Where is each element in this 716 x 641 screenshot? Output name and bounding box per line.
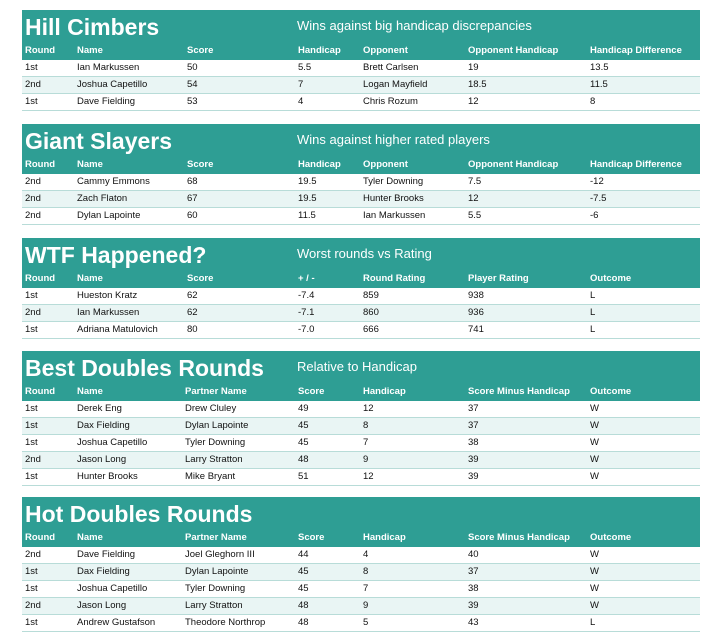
cell: L	[590, 290, 596, 301]
cell: 45	[298, 583, 309, 594]
table-row	[22, 452, 700, 469]
cell: 12	[363, 471, 374, 482]
col-header: Opponent	[363, 45, 408, 56]
section-title: Best Doubles Rounds	[25, 355, 264, 381]
cell: L	[590, 617, 596, 628]
cell: 8	[590, 96, 596, 107]
col-header: Name	[77, 273, 103, 284]
col-header: Partner Name	[185, 532, 247, 543]
cell: Dave Fielding	[77, 549, 136, 560]
cell: W	[590, 420, 599, 431]
cell: 54	[187, 79, 198, 90]
cell: 40	[468, 549, 479, 560]
cell: 43	[468, 617, 479, 628]
cell: 80	[187, 324, 198, 335]
cell: W	[590, 549, 599, 560]
cell: 2nd	[25, 600, 41, 611]
cell: 45	[298, 566, 309, 577]
cell: 1st	[25, 583, 38, 594]
cell: Adriana Matulovich	[77, 324, 158, 335]
cell: 39	[468, 600, 479, 611]
col-header: Name	[77, 386, 103, 397]
cell: 11.5	[298, 210, 316, 221]
col-header: Round	[25, 386, 56, 397]
cell: 45	[298, 420, 309, 431]
col-header: Score	[187, 273, 214, 284]
cell: Joshua Capetillo	[77, 583, 148, 594]
cell: 2nd	[25, 549, 41, 560]
col-header: Handicap	[363, 386, 406, 397]
table-row	[22, 581, 700, 598]
section-title: Hot Doubles Rounds	[25, 501, 253, 527]
cell: Dylan Lapointe	[185, 420, 249, 431]
table-row	[22, 60, 700, 77]
cell: Zach Flaton	[77, 193, 128, 204]
table-row	[22, 469, 700, 486]
cell: 50	[187, 62, 198, 73]
col-header: Partner Name	[185, 386, 247, 397]
table-row	[22, 94, 700, 111]
section-title: Hill Cimbers	[25, 14, 160, 40]
col-header: Handicap	[298, 45, 341, 56]
cell: 8	[363, 420, 369, 431]
cell: 39	[468, 454, 479, 465]
section-title: Giant Slayers	[25, 128, 173, 154]
cell: -6	[590, 210, 599, 221]
cell: 5	[363, 617, 369, 628]
cell: Tyler Downing	[363, 176, 424, 187]
cell: 938	[468, 290, 484, 301]
cell: Jason Long	[77, 454, 127, 465]
cell: 9	[363, 600, 369, 611]
cell: 1st	[25, 62, 38, 73]
section-subtitle: Wins against big handicap discrepancies	[297, 18, 532, 33]
cell: Tyler Downing	[185, 583, 246, 594]
cell: 53	[187, 96, 198, 107]
column-header-row	[22, 530, 700, 547]
cell: 2nd	[25, 210, 41, 221]
column-header-row	[22, 271, 700, 288]
cell: 19.5	[298, 176, 317, 187]
section-subtitle: Worst rounds vs Rating	[297, 246, 432, 261]
cell: 13.5	[590, 62, 609, 73]
cell: 62	[187, 307, 198, 318]
cell: 9	[363, 454, 369, 465]
cell: 2nd	[25, 193, 41, 204]
col-header: Name	[77, 532, 103, 543]
section-header	[22, 238, 700, 271]
table-row	[22, 418, 700, 435]
cell: 5.5	[298, 62, 312, 73]
cell: Larry Stratton	[185, 454, 243, 465]
cell: Hueston Kratz	[77, 290, 138, 301]
cell: Cammy Emmons	[77, 176, 150, 187]
cell: 741	[468, 324, 484, 335]
col-header: Handicap Difference	[590, 45, 682, 56]
col-header: Round	[25, 159, 56, 170]
col-header: Handicap	[363, 532, 406, 543]
cell: Hunter Brooks	[363, 193, 424, 204]
cell: 51	[298, 471, 309, 482]
col-header: Handicap Difference	[590, 159, 682, 170]
col-header: Round	[25, 273, 56, 284]
col-header: Opponent Handicap	[468, 45, 559, 56]
cell: 1st	[25, 437, 38, 448]
cell: 1st	[25, 617, 38, 628]
col-header: Opponent	[363, 159, 408, 170]
col-header: Score Minus Handicap	[468, 532, 570, 543]
cell: Logan Mayfield	[363, 79, 428, 90]
column-header-row	[22, 43, 700, 60]
col-header: Score Minus Handicap	[468, 386, 570, 397]
col-header: Name	[77, 45, 103, 56]
cell: W	[590, 403, 599, 414]
cell: 12	[468, 96, 479, 107]
cell: W	[590, 566, 599, 577]
cell: Dylan Lapointe	[185, 566, 249, 577]
cell: Tyler Downing	[185, 437, 246, 448]
column-header-row	[22, 384, 700, 401]
cell: 68	[187, 176, 198, 187]
col-header: Score	[187, 45, 214, 56]
cell: L	[590, 307, 596, 318]
cell: 12	[468, 193, 479, 204]
cell: 60	[187, 210, 198, 221]
cell: 1st	[25, 96, 38, 107]
cell: 44	[298, 549, 309, 560]
table-row	[22, 598, 700, 615]
cell: Chris Rozum	[363, 96, 418, 107]
cell: 45	[298, 437, 309, 448]
col-header: Player Rating	[468, 273, 529, 284]
cell: 5.5	[468, 210, 482, 221]
col-header: Score	[298, 386, 325, 397]
cell: 1st	[25, 471, 38, 482]
cell: W	[590, 471, 599, 482]
table-row	[22, 435, 700, 452]
cell: -7.1	[298, 307, 315, 318]
cell: 19	[468, 62, 479, 73]
cell: Hunter Brooks	[77, 471, 138, 482]
cell: 48	[298, 617, 309, 628]
section-subtitle: Wins against higher rated players	[297, 132, 490, 147]
table-row	[22, 174, 700, 191]
cell: L	[590, 324, 596, 335]
cell: Dax Fielding	[77, 566, 130, 577]
col-header: Handicap	[298, 159, 341, 170]
table-row	[22, 77, 700, 94]
table-row	[22, 547, 700, 564]
cell: 2nd	[25, 176, 41, 187]
cell: 11.5	[590, 79, 608, 90]
table-row	[22, 305, 700, 322]
col-header: Name	[77, 159, 103, 170]
col-header: Outcome	[590, 386, 632, 397]
cell: 18.5	[468, 79, 487, 90]
cell: Ian Markussen	[363, 210, 426, 221]
cell: 67	[187, 193, 198, 204]
cell: 860	[363, 307, 379, 318]
cell: Larry Stratton	[185, 600, 243, 611]
cell: 1st	[25, 290, 38, 301]
cell: 936	[468, 307, 484, 318]
cell: 4	[298, 96, 304, 107]
section-header	[22, 351, 700, 384]
col-header: Round	[25, 45, 56, 56]
section-giant-slayers	[22, 124, 700, 225]
cell: 7	[363, 583, 369, 594]
cell: W	[590, 454, 599, 465]
cell: -7.4	[298, 290, 315, 301]
cell: 12	[363, 403, 374, 414]
section-header	[22, 124, 700, 157]
cell: 37	[468, 566, 479, 577]
cell: Andrew Gustafson	[77, 617, 156, 628]
cell: 7	[298, 79, 304, 90]
cell: Joshua Capetillo	[77, 79, 148, 90]
col-header: Outcome	[590, 273, 632, 284]
cell: 1st	[25, 420, 38, 431]
cell: 2nd	[25, 79, 41, 90]
col-header: Opponent Handicap	[468, 159, 559, 170]
section-hot-doubles-rounds	[22, 497, 700, 632]
cell: Ian Markussen	[77, 307, 140, 318]
cell: 4	[363, 549, 369, 560]
section-title: WTF Happened?	[25, 242, 207, 268]
table-row	[22, 322, 700, 339]
table-row	[22, 564, 700, 581]
cell: Joel Gleghorn III	[185, 549, 255, 560]
table-row	[22, 191, 700, 208]
cell: Dave Fielding	[77, 96, 136, 107]
cell: W	[590, 583, 599, 594]
cell: 48	[298, 454, 309, 465]
cell: Jason Long	[77, 600, 127, 611]
col-header: Score	[187, 159, 214, 170]
col-header: Score	[298, 532, 325, 543]
cell: Mike Bryant	[185, 471, 236, 482]
cell: 666	[363, 324, 379, 335]
section-subtitle: Relative to Handicap	[297, 359, 417, 374]
table-row	[22, 288, 700, 305]
cell: 2nd	[25, 454, 41, 465]
cell: Drew Cluley	[185, 403, 237, 414]
cell: Dylan Lapointe	[77, 210, 141, 221]
section-wtf-happened	[22, 238, 700, 339]
cell: Brett Carlsen	[363, 62, 419, 73]
cell: Ian Markussen	[77, 62, 140, 73]
cell: 38	[468, 437, 479, 448]
section-best-doubles-rounds	[22, 351, 700, 486]
cell: Dax Fielding	[77, 420, 130, 431]
cell: 39	[468, 471, 479, 482]
cell: 19.5	[298, 193, 317, 204]
section-hill-climbers	[22, 10, 700, 111]
cell: -12	[590, 176, 604, 187]
cell: W	[590, 600, 599, 611]
cell: 48	[298, 600, 309, 611]
table-row	[22, 208, 700, 225]
section-header	[22, 497, 700, 530]
cell: 1st	[25, 566, 38, 577]
cell: Derek Eng	[77, 403, 122, 414]
cell: 859	[363, 290, 379, 301]
cell: 7.5	[468, 176, 482, 187]
cell: 1st	[25, 403, 38, 414]
cell: W	[590, 437, 599, 448]
col-header: Round Rating	[363, 273, 426, 284]
cell: 8	[363, 566, 369, 577]
section-header	[22, 10, 700, 43]
cell: 38	[468, 583, 479, 594]
table-row	[22, 401, 700, 418]
cell: 37	[468, 403, 479, 414]
cell: 49	[298, 403, 309, 414]
cell: -7.0	[298, 324, 315, 335]
column-header-row	[22, 157, 700, 174]
cell: 37	[468, 420, 479, 431]
table-row	[22, 615, 700, 632]
cell: 7	[363, 437, 369, 448]
cell: 62	[187, 290, 198, 301]
cell: -7.5	[590, 193, 607, 204]
cell: Theodore Northrop	[185, 617, 266, 628]
cell: 2nd	[25, 307, 41, 318]
cell: 1st	[25, 324, 38, 335]
col-header: + / -	[298, 273, 315, 284]
col-header: Outcome	[590, 532, 632, 543]
cell: Joshua Capetillo	[77, 437, 148, 448]
col-header: Round	[25, 532, 56, 543]
